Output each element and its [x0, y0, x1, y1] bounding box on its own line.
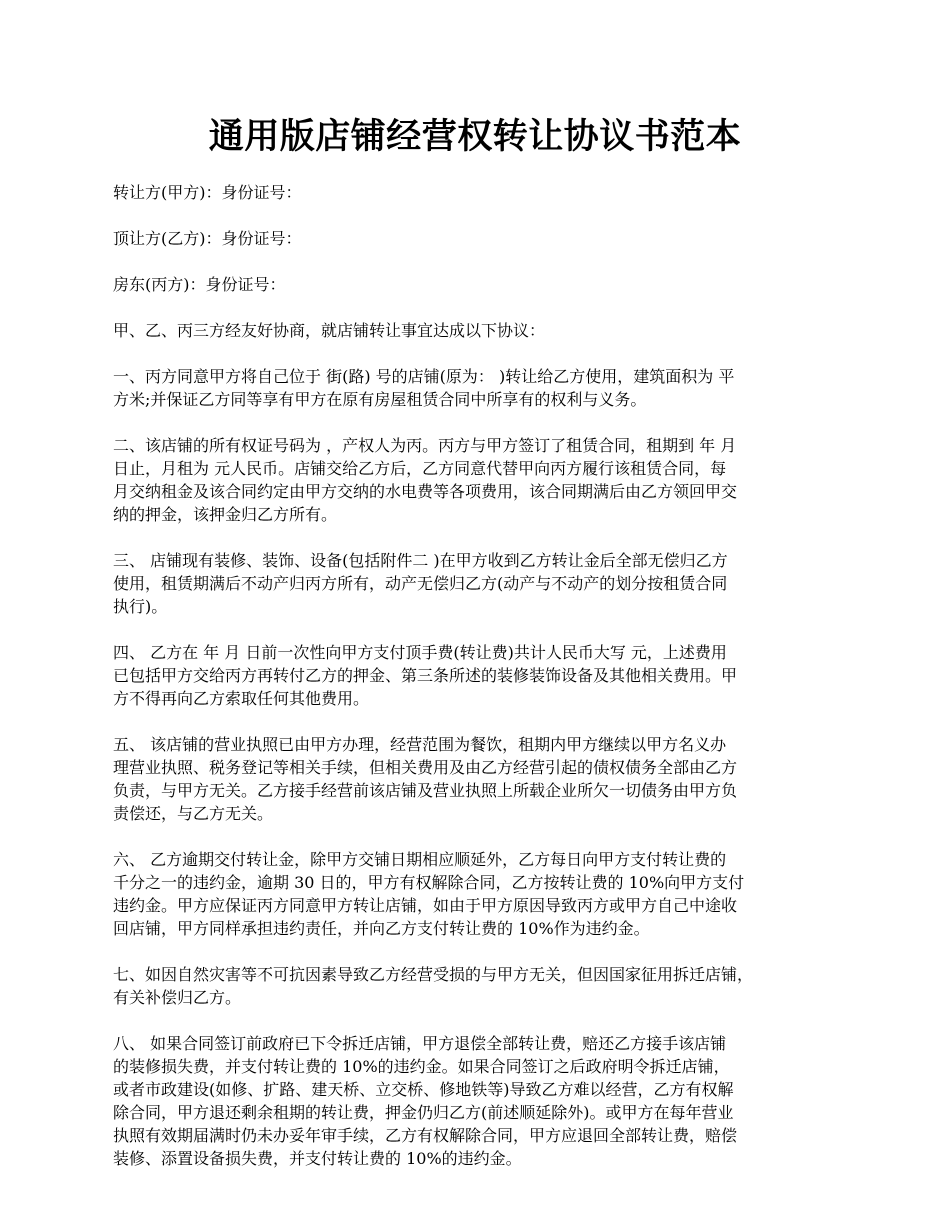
- document-title: 通用版店铺经营权转让协议书范本: [208, 116, 742, 157]
- clause-6: 六、 乙方逾期交付转让金，除甲方交铺日期相应顺延外，乙方每日向甲方支付转让费的 千分之一的违约金，逾期 30 日的，甲方有权解除合同，乙方按转让费的 10%向甲方支付 违约金。甲方应保证丙方同意甲方转让店铺，如由于甲方原因导致丙方或甲方自己中途收 回店铺，甲方同样承担违约责任，并向乙方支付转让费的 10%作为违约金。: [113, 850, 745, 938]
- clause-7: 七、如因自然灾害等不可抗因素导致乙方经营受损的与甲方无关，但因国家征用拆迁店铺， 有关补偿归乙方。: [113, 965, 754, 1007]
- party-a-line: 转让方(甲方)：身份证号：: [113, 183, 302, 202]
- clause-3: 三、 店铺现有装修、装饰、设备(包括附件二 )在甲方收到乙方转让金后全部无偿归乙方 使用，租赁期满后不动产归丙方所有，动产无偿归乙方(动产与不动产的划分按租赁合同 执行)。: [113, 551, 728, 616]
- party-b-line: 顶让方(乙方)：身份证号：: [113, 229, 302, 248]
- clause-5: 五、 该店铺的营业执照已由甲方办理，经营范围为餐饮，租期内甲方继续以甲方名义办 理营业执照、税务登记等相关手续，但相关费用及由乙方经营引起的债权债务全部由乙方 负责，与甲方无关。乙方接手经营前该店铺及营业执照上所载企业所欠一切债务由甲方负 责偿还，与乙方无关。: [113, 735, 738, 823]
- clause-8: 八、 如果合同签订前政府已下令拆迁店铺，甲方退偿全部转让费，赔还乙方接手该店铺 的装修损失费，并支付转让费的 10%的违约金。如果合同签订之后政府明令拆迁店铺， 或者市政建设(如修、扩路、建天桥、立交桥、修地铁等)导致乙方难以经营，乙方有权解 除合同，甲方退还剩余租期的转让费，押金仍归乙方(前述顺延除外)。或甲方在每年营业 执照有效期届满时仍未办妥年审手续，乙方有权解除合同，甲方应退回全部转让费，赔偿 装修、添置设备损失费，并支付转让费的 10%的违约金。: [113, 1034, 738, 1168]
- clause-2: 二、该店铺的所有权证号码为 ，产权人为丙。丙方与甲方签订了租赁合同，租期到 年 月 日止，月租为 元人民币。店铺交给乙方后，乙方同意代替甲向丙方履行该租赁合同，每 月交纳租金及该合同约定由甲方交纳的水电费等各项费用，该合同期满后由乙方领回甲交 纳的押金，该押金归乙方所有。: [113, 436, 738, 524]
- document-body: [113, 181, 853, 1193]
- preamble-paragraph: 甲、乙、丙三方经友好协商，就店铺转让事宜达成以下协议：: [113, 321, 546, 340]
- landlord-line: 房东(丙方)：身份证号：: [113, 275, 286, 294]
- clause-1: 一、丙方同意甲方将自己位于 街(路) 号的店铺(原为： )转让给乙方使用，建筑面积为 平 方米;并保证乙方同等享有甲方在原有房屋租赁合同中所享有的权利与义务。: [113, 367, 735, 409]
- clause-4: 四、 乙方在 年 月 日前一次性向甲方支付顶手费(转让费)共计人民币大写 元，上述费用 已包括甲方交给丙方再转付乙方的押金、第三条所述的装修装饰设备及其他相关费用。甲 方不得再向乙方索取任何其他费用。: [113, 643, 738, 708]
